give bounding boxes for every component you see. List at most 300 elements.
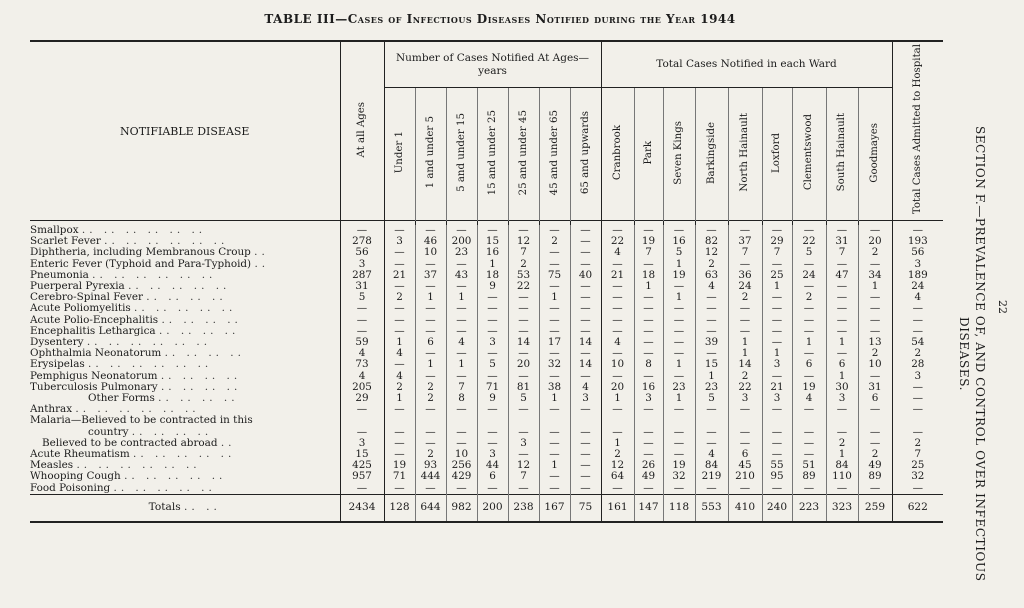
value-cell: —	[663, 483, 695, 495]
value-cell: —	[539, 483, 570, 495]
value-cell: 210	[728, 471, 762, 482]
disease-name-cell	[30, 281, 340, 292]
value-cell: 15	[340, 449, 384, 460]
disease-name: Scarlet Fever	[30, 236, 101, 248]
value-cell: 3	[384, 236, 415, 247]
value-cell: —	[762, 427, 792, 438]
value-cell: —	[570, 438, 601, 449]
value-cell: 118	[663, 494, 695, 522]
value-cell: —	[446, 438, 477, 449]
value-cell: —	[912, 225, 923, 236]
all-ages-header	[340, 41, 384, 221]
value-cell: —	[384, 303, 415, 314]
value-cell: 14	[570, 337, 601, 348]
value-cell: 37	[415, 270, 446, 281]
disease-name: Puerperal Pyrexia	[30, 281, 125, 293]
value-cell: —	[601, 292, 634, 303]
table-row	[30, 449, 943, 460]
value-cell: —	[508, 371, 539, 382]
value-cell: —	[663, 449, 695, 460]
value-cell: —	[570, 225, 601, 236]
value-cell: 1	[663, 359, 695, 370]
value-cell: —	[826, 225, 858, 236]
value-cell: —	[446, 315, 477, 326]
table-row	[30, 460, 943, 471]
value-cell: 256	[446, 460, 477, 471]
value-cell: —	[570, 404, 601, 415]
value-cell: 16	[663, 236, 695, 247]
value-cell: —	[634, 371, 663, 382]
value-cell: —	[826, 404, 858, 415]
value-cell: —	[415, 281, 446, 292]
disease-name-cell	[30, 371, 340, 382]
value-cell: 278	[340, 236, 384, 247]
value-cell: —	[792, 449, 826, 460]
value-cell: 6	[415, 337, 446, 348]
value-cell: 429	[446, 471, 477, 482]
value-cell: 1	[663, 259, 695, 270]
disease-name: Totals	[148, 501, 181, 514]
value-cell: —	[663, 326, 695, 337]
disease-name-cell	[30, 236, 340, 247]
value-cell: 5	[663, 247, 695, 258]
value-cell: 5	[477, 359, 508, 370]
value-cell: 21	[762, 382, 792, 393]
value-cell: —	[663, 371, 695, 382]
value-cell: —	[570, 483, 601, 495]
value-cell: —	[826, 427, 858, 438]
value-cell	[762, 415, 792, 426]
value-cell: 1	[695, 371, 728, 382]
value-cell: —	[340, 303, 384, 314]
value-cell: —	[728, 427, 762, 438]
value-cell: —	[508, 404, 539, 415]
age-header	[477, 88, 508, 221]
value-cell: 7	[634, 247, 663, 258]
value-cell: —	[663, 348, 695, 359]
value-cell: —	[446, 483, 477, 495]
value-cell: —	[477, 404, 508, 415]
value-cell: 25	[911, 460, 925, 472]
table-title-text: Cases of Infectious Diseases Notified during the Year 1944	[347, 12, 736, 26]
value-cell: —	[508, 483, 539, 495]
leader-dots: .. .. .. .. .. ..	[86, 337, 212, 349]
value-cell: —	[663, 438, 695, 449]
value-cell: —	[340, 427, 384, 438]
value-cell	[415, 415, 446, 426]
disease-name-cell	[30, 382, 340, 393]
value-cell: 5	[508, 393, 539, 404]
value-cell: —	[695, 427, 728, 438]
ward-header	[826, 88, 858, 221]
value-cell: —	[570, 236, 601, 247]
value-cell: 1	[728, 348, 762, 359]
age-header-text: 5 and under 15	[455, 113, 467, 192]
value-cell: —	[446, 427, 477, 438]
value-cell: 19	[663, 460, 695, 471]
ward-header	[634, 88, 663, 221]
value-cell: —	[912, 404, 923, 416]
value-cell: 26	[634, 460, 663, 471]
value-cell: 14	[570, 359, 601, 370]
value-cell: —	[858, 225, 892, 236]
value-cell: 64	[601, 471, 634, 482]
value-cell: 161	[601, 494, 634, 522]
value-cell: —	[508, 427, 539, 438]
value-cell: —	[792, 259, 826, 270]
value-cell: 1	[415, 359, 446, 370]
value-cell: —	[634, 315, 663, 326]
table-row	[30, 303, 943, 314]
hospital-header-text: Total Cases Admitted to Hospital	[911, 44, 923, 215]
value-cell: —	[858, 292, 892, 303]
value-cell: —	[762, 449, 792, 460]
value-cell: —	[695, 438, 728, 449]
value-cell: —	[539, 281, 570, 292]
value-cell: 9	[477, 393, 508, 404]
value-cell	[826, 415, 858, 426]
leader-dots: .. .. .. .. .. ..	[104, 236, 229, 248]
value-cell: —	[477, 427, 508, 438]
value-cell: —	[446, 303, 477, 314]
value-cell: —	[663, 315, 695, 326]
value-cell: 200	[446, 236, 477, 247]
value-cell: —	[912, 482, 923, 494]
value-cell: 4	[446, 337, 477, 348]
disease-name-cell	[30, 404, 340, 415]
value-cell: 1	[858, 281, 892, 292]
value-cell: —	[601, 404, 634, 415]
value-cell: —	[570, 281, 601, 292]
value-cell	[663, 415, 695, 426]
value-cell: —	[792, 427, 826, 438]
ward-header	[695, 88, 728, 221]
value-cell: 2	[415, 393, 446, 404]
value-cell: —	[570, 247, 601, 258]
value-cell: 25	[762, 270, 792, 281]
value-cell: 20	[508, 359, 539, 370]
value-cell: —	[728, 483, 762, 495]
value-cell: 2	[601, 449, 634, 460]
value-cell: —	[415, 348, 446, 359]
ward-header-text: South Hainault	[836, 113, 847, 192]
disease-name: Malaria—Believed to be contracted in this	[30, 415, 253, 427]
value-cell: 1	[539, 292, 570, 303]
table-row	[30, 438, 943, 449]
value-cell: —	[477, 303, 508, 314]
value-cell: —	[634, 449, 663, 460]
age-header	[384, 88, 415, 221]
value-cell: —	[446, 348, 477, 359]
age-header-text: 1 and under 5	[424, 116, 436, 189]
table-row	[30, 236, 943, 247]
value-cell: —	[508, 315, 539, 326]
value-cell: 6	[792, 359, 826, 370]
value-cell: —	[634, 292, 663, 303]
value-cell: —	[826, 348, 858, 359]
value-cell: —	[762, 337, 792, 348]
value-cell: 6	[858, 393, 892, 404]
value-cell: —	[570, 326, 601, 337]
value-cell: —	[601, 315, 634, 326]
value-cell: 2	[826, 438, 858, 449]
value-cell: —	[601, 371, 634, 382]
table-title	[0, 12, 1000, 26]
value-cell: —	[634, 225, 663, 236]
value-cell: 32	[539, 359, 570, 370]
value-cell: —	[601, 303, 634, 314]
disease-name: Cerebro-Spinal Fever	[30, 292, 143, 304]
value-cell: 14	[508, 337, 539, 348]
age-header-text: 25 and under 45	[517, 109, 529, 196]
value-cell: —	[446, 225, 477, 236]
leader-dots: .. .. .. .. .. ..	[92, 269, 217, 281]
value-cell: —	[695, 303, 728, 314]
value-cell: 18	[477, 270, 508, 281]
value-cell: 20	[601, 382, 634, 393]
value-cell: 2	[858, 247, 892, 258]
value-cell: —	[634, 348, 663, 359]
value-cell: —	[477, 315, 508, 326]
value-cell: 95	[762, 471, 792, 482]
value-cell: 40	[570, 270, 601, 281]
value-cell: 7	[914, 449, 922, 461]
value-cell: —	[539, 427, 570, 438]
disease-name-cell	[30, 438, 340, 449]
value-cell: —	[634, 427, 663, 438]
value-cell: —	[384, 259, 415, 270]
table-row	[30, 427, 943, 438]
value-cell: 10	[601, 359, 634, 370]
value-cell: 21	[601, 270, 634, 281]
disease-name-cell	[30, 449, 340, 460]
value-cell: —	[415, 326, 446, 337]
value-cell: 1	[384, 337, 415, 348]
table-row	[30, 292, 943, 303]
value-cell	[508, 415, 539, 426]
value-cell	[477, 415, 508, 426]
value-cell: —	[508, 348, 539, 359]
value-cell: 3	[477, 337, 508, 348]
value-cell: —	[762, 225, 792, 236]
value-cell: —	[826, 303, 858, 314]
value-cell: 22	[792, 236, 826, 247]
value-cell: —	[912, 393, 923, 405]
table-row	[30, 415, 943, 426]
value-cell: —	[762, 438, 792, 449]
value-cell: 323	[826, 494, 858, 522]
value-cell: —	[446, 259, 477, 270]
value-cell: 3	[914, 258, 922, 270]
value-cell: 1	[663, 292, 695, 303]
value-cell: —	[728, 326, 762, 337]
table-row	[30, 337, 943, 348]
value-cell: —	[634, 438, 663, 449]
value-cell: —	[663, 281, 695, 292]
value-cell: —	[340, 225, 384, 236]
infectious-diseases-table	[30, 40, 943, 523]
value-cell: 1	[792, 337, 826, 348]
value-cell: 15	[477, 236, 508, 247]
value-cell: 31	[340, 281, 384, 292]
value-cell: 19	[384, 460, 415, 471]
value-cell: 29	[340, 393, 384, 404]
value-cell: —	[858, 371, 892, 382]
value-cell: —	[762, 404, 792, 415]
value-cell: 93	[415, 460, 446, 471]
value-cell: 5	[340, 292, 384, 303]
disease-name: Acute Rheumatism	[30, 449, 130, 461]
value-cell: —	[858, 259, 892, 270]
value-cell: 2	[858, 348, 892, 359]
value-cell: 46	[415, 236, 446, 247]
value-cell	[384, 415, 415, 426]
value-cell: —	[384, 483, 415, 495]
value-cell: —	[601, 225, 634, 236]
value-cell: 10	[415, 247, 446, 258]
value-cell: —	[792, 225, 826, 236]
value-cell: —	[384, 326, 415, 337]
value-cell: —	[695, 404, 728, 415]
leader-dots: .. .. .. ..	[131, 426, 213, 438]
value-cell: 2	[914, 437, 922, 449]
leader-dots: .. .. .. ..	[161, 314, 242, 326]
value-cell: 3	[477, 449, 508, 460]
value-cell: —	[384, 225, 415, 236]
value-cell: —	[792, 348, 826, 359]
disease-name-cell	[30, 247, 340, 258]
table-title-prefix: TABLE III—	[264, 12, 348, 26]
value-cell: 22	[601, 236, 634, 247]
ward-header	[663, 88, 695, 221]
value-cell: 4	[340, 348, 384, 359]
value-cell: 7	[762, 247, 792, 258]
value-cell: 31	[826, 236, 858, 247]
value-cell: 3	[914, 370, 922, 382]
value-cell: 2	[415, 382, 446, 393]
value-cell: 2	[695, 259, 728, 270]
value-cell: 2	[792, 292, 826, 303]
value-cell: —	[539, 371, 570, 382]
leader-dots: .. .. .. ..	[158, 393, 239, 405]
value-cell: 3	[340, 259, 384, 270]
value-cell: 147	[634, 494, 663, 522]
value-cell: 4	[340, 371, 384, 382]
value-cell: 2	[858, 449, 892, 460]
value-cell: 43	[446, 270, 477, 281]
value-cell: 6	[477, 471, 508, 482]
value-cell: —	[477, 225, 508, 236]
value-cell: —	[384, 359, 415, 370]
value-cell: 1	[826, 449, 858, 460]
value-cell: —	[415, 315, 446, 326]
value-cell: —	[912, 303, 923, 315]
ward-header-text: Clementswood	[803, 114, 814, 191]
value-cell: —	[634, 404, 663, 415]
value-cell: —	[570, 303, 601, 314]
value-cell: 1	[384, 393, 415, 404]
disease-name: Pemphigus Neonatorum	[30, 370, 158, 382]
value-cell: 1	[663, 393, 695, 404]
disease-name: Anthrax	[30, 404, 73, 416]
value-cell: —	[858, 427, 892, 438]
age-header	[415, 88, 446, 221]
table-row	[30, 371, 943, 382]
value-cell: 3	[762, 393, 792, 404]
value-cell: —	[477, 326, 508, 337]
leader-dots: .. .. .. .. ..	[124, 471, 227, 483]
value-cell: 12	[508, 460, 539, 471]
table-row	[30, 247, 943, 258]
value-cell: 39	[695, 337, 728, 348]
leader-dots: .. ..	[184, 501, 221, 514]
disease-column-header: NOTIFIABLE DISEASE	[30, 41, 340, 221]
value-cell: 31	[858, 382, 892, 393]
value-cell: 622	[892, 494, 943, 522]
value-cell: —	[695, 483, 728, 495]
value-cell: 2	[508, 259, 539, 270]
value-cell: 53	[508, 270, 539, 281]
value-cell: —	[858, 483, 892, 495]
value-cell: —	[508, 326, 539, 337]
value-cell: —	[601, 427, 634, 438]
value-cell: 38	[539, 382, 570, 393]
table-row	[30, 382, 943, 393]
value-cell: 23	[446, 247, 477, 258]
value-cell: —	[539, 326, 570, 337]
value-cell: 36	[728, 270, 762, 281]
value-cell: —	[539, 225, 570, 236]
disease-name: Measles	[30, 460, 74, 472]
value-cell: —	[601, 259, 634, 270]
value-cell: —	[912, 314, 923, 326]
value-cell: 3	[762, 359, 792, 370]
value-cell: —	[539, 438, 570, 449]
value-cell: —	[792, 483, 826, 495]
value-cell: 1	[446, 359, 477, 370]
value-cell: —	[762, 315, 792, 326]
value-cell: 1	[415, 292, 446, 303]
value-cell: —	[601, 281, 634, 292]
table-row	[30, 359, 943, 370]
value-cell: —	[415, 404, 446, 415]
value-cell: 193	[907, 236, 928, 248]
value-cell: 71	[477, 382, 508, 393]
value-cell	[695, 415, 728, 426]
disease-name-cell	[30, 415, 340, 426]
disease-name-cell	[30, 315, 340, 326]
value-cell: —	[508, 225, 539, 236]
value-cell: —	[858, 315, 892, 326]
value-cell: —	[570, 449, 601, 460]
value-cell: 410	[728, 494, 762, 522]
value-cell: —	[415, 483, 446, 495]
disease-name: Diphtheria, including Membranous Croup	[30, 247, 251, 259]
value-cell: —	[826, 292, 858, 303]
value-cell: —	[570, 348, 601, 359]
ward-header	[728, 88, 762, 221]
value-cell: —	[792, 438, 826, 449]
leader-dots: .. .. .. .. ..	[128, 281, 231, 293]
value-cell: 4	[570, 382, 601, 393]
value-cell: —	[728, 404, 762, 415]
value-cell: —	[634, 259, 663, 270]
value-cell: —	[570, 315, 601, 326]
value-cell: —	[601, 483, 634, 495]
value-cell	[728, 415, 762, 426]
value-cell: —	[762, 483, 792, 495]
ward-header-text: Cranbrook	[611, 124, 623, 181]
